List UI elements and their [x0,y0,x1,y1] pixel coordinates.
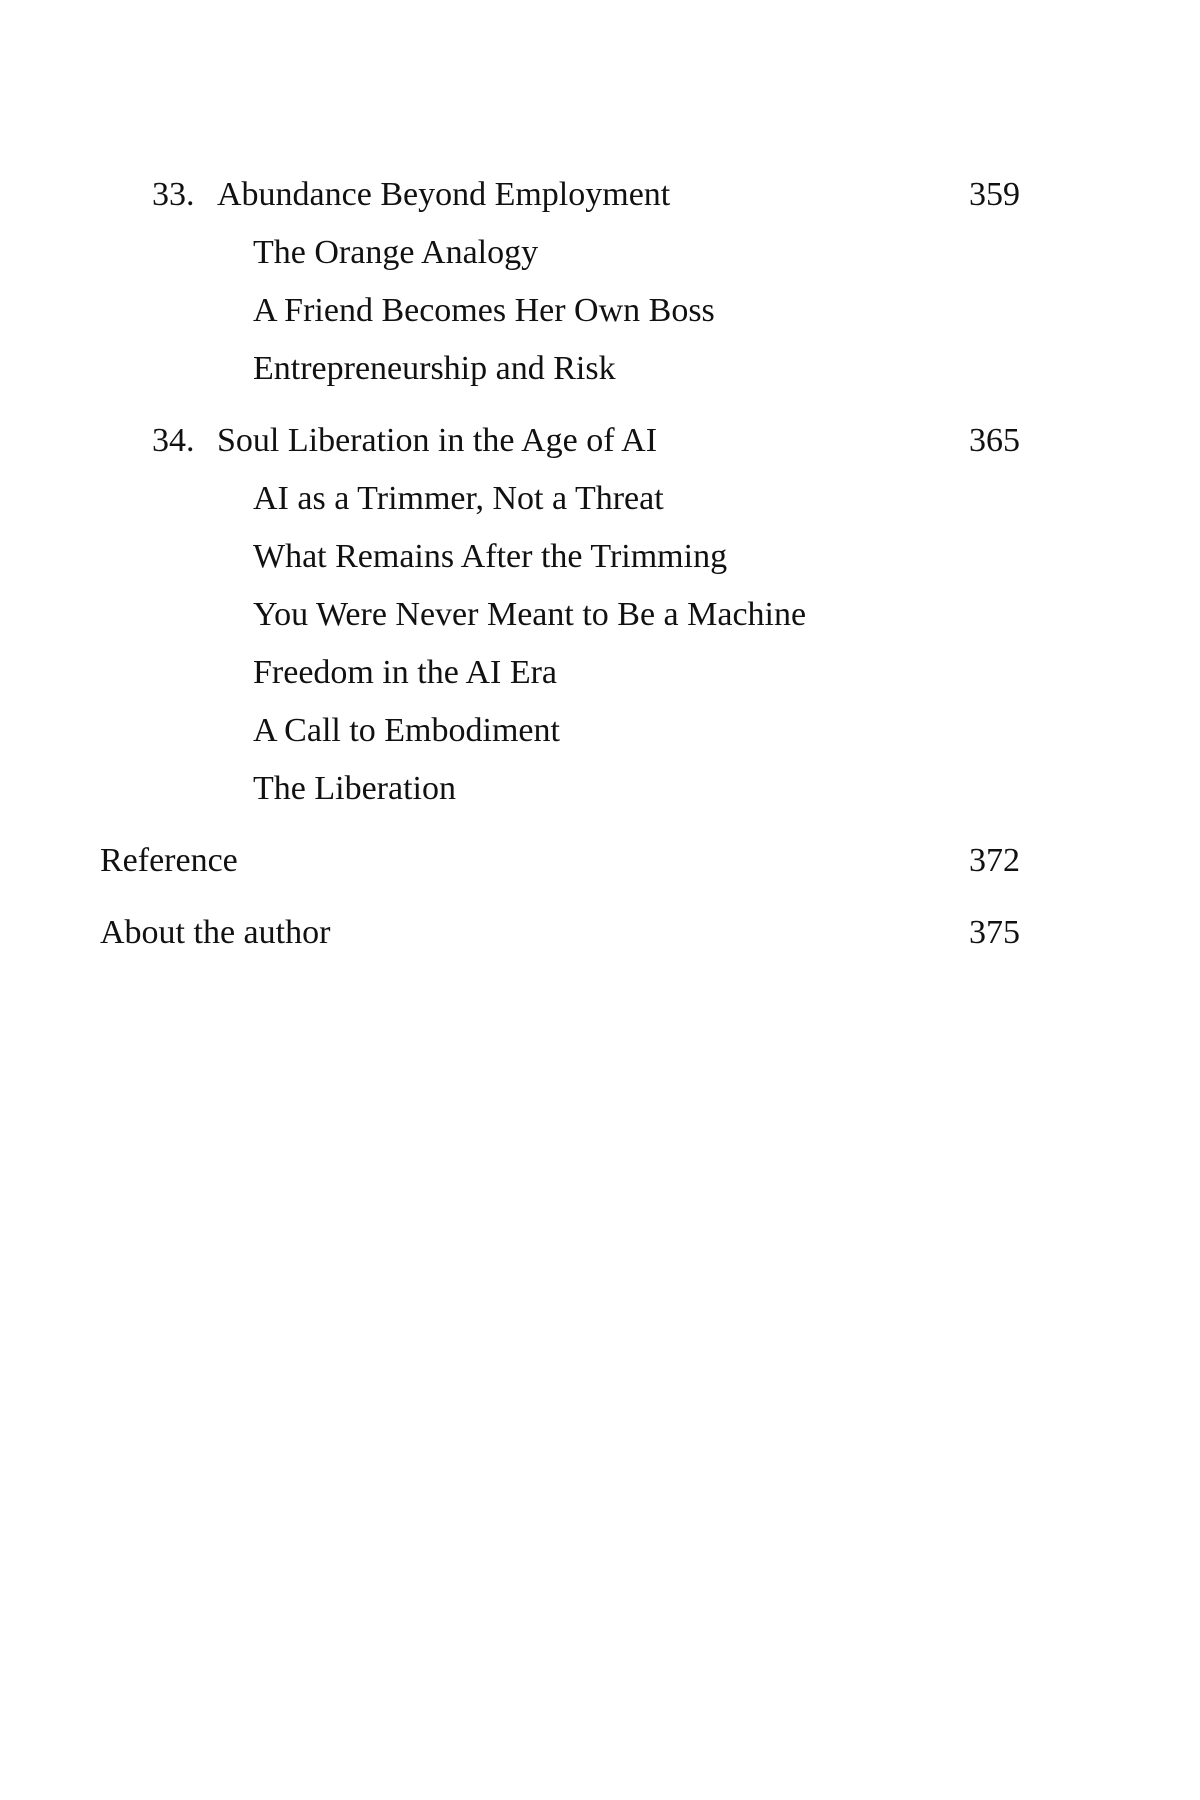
backmatter-title: About the author [100,914,331,951]
backmatter-page-number: 372 [969,842,1020,879]
section-entry[interactable]: A Call to Embodiment [253,712,560,749]
section-entry[interactable]: What Remains After the Trimming [253,538,728,575]
table-of-contents [100,166,1020,976]
chapter-title: Abundance Beyond Employment [217,176,671,213]
section-entry[interactable]: A Friend Becomes Her Own Boss [253,292,715,329]
chapter-heading[interactable] [100,166,1020,224]
chapter-page-number: 359 [969,176,1020,213]
backmatter-page-number: 375 [969,914,1020,951]
backmatter-about-author[interactable] [100,904,1020,962]
backmatter-title: Reference [100,842,238,879]
section-entry[interactable]: The Orange Analogy [253,234,539,271]
backmatter-reference[interactable] [100,832,1020,890]
chapter-heading[interactable] [100,412,1020,470]
chapter-34 [100,412,1020,818]
section-entry[interactable]: Freedom in the AI Era [253,654,558,691]
chapter-number: 33. [152,176,195,213]
section-entry[interactable]: You Were Never Meant to Be a Machine [253,596,807,633]
chapter-number: 34. [152,422,195,459]
chapter-title: Soul Liberation in the Age of AI [217,422,658,459]
section-entry[interactable]: AI as a Trimmer, Not a Threat [253,480,664,517]
chapter-page-number: 365 [969,422,1020,459]
section-entry[interactable]: Entrepreneurship and Risk [253,350,616,387]
chapter-33 [100,166,1020,398]
section-entry[interactable]: The Liberation [253,770,456,807]
